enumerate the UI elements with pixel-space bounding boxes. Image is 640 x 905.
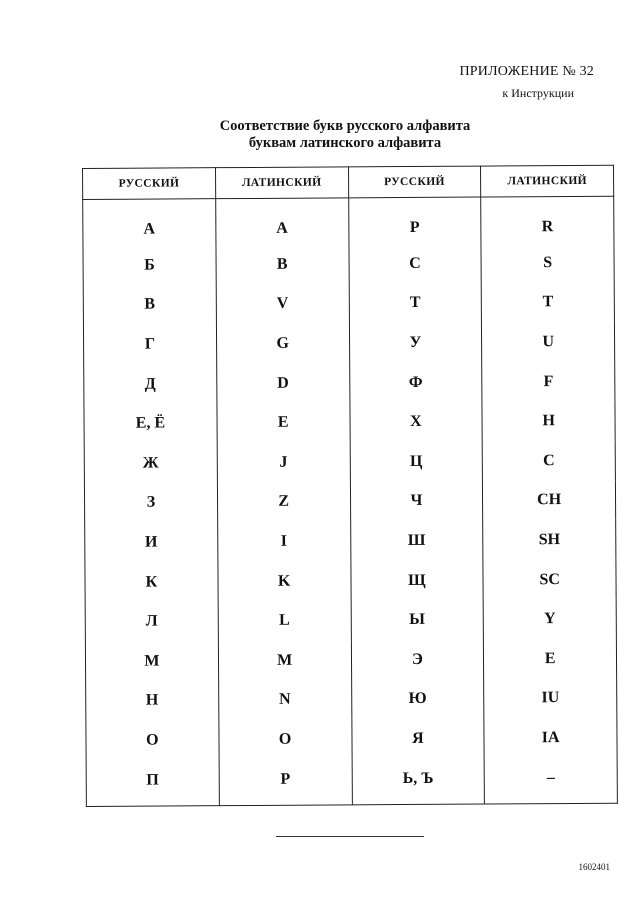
cell-russian-1: О [86, 720, 219, 760]
cell-russian-1: Ж [84, 443, 217, 483]
table-row [83, 322, 614, 365]
cell-russian-1: З [84, 483, 217, 523]
cell-russian-2: Ч [350, 481, 483, 521]
cell-latin-2: SC [483, 559, 616, 599]
cell-russian-2: Ь, Ъ [352, 758, 485, 805]
cell-russian-1: Б [83, 245, 216, 285]
cell-russian-2: Ю [351, 679, 484, 719]
cell-russian-2: Ы [351, 600, 484, 640]
cell-latin-2: SH [483, 520, 616, 560]
table-row [84, 362, 615, 405]
cell-russian-1: А [83, 199, 216, 246]
annex-label: ПРИЛОЖЕНИЕ № 32 [459, 64, 594, 79]
cell-latin-1: A [215, 198, 348, 245]
document-number: 1602401 [578, 862, 610, 872]
table-row [86, 757, 617, 806]
title-line-2: буквам латинского алфавита [248, 135, 442, 151]
table-body [83, 196, 618, 807]
cell-latin-1: L [218, 601, 351, 641]
cell-russian-2: С [348, 244, 481, 284]
cell-latin-2: S [481, 243, 614, 283]
cell-russian-2: Щ [350, 560, 483, 600]
table-row [83, 243, 614, 286]
cell-russian-1: Г [83, 324, 216, 364]
cell-russian-1: М [85, 641, 218, 681]
cell-russian-1: П [86, 760, 219, 807]
header-russian-1: РУССКИЙ [83, 168, 216, 200]
cell-latin-2: – [484, 757, 617, 804]
cell-latin-2: T [481, 282, 614, 322]
cell-russian-1: К [85, 562, 218, 602]
header-latin-1: ЛАТИНСКИЙ [215, 167, 348, 199]
table-row [85, 520, 616, 563]
cell-latin-2: Y [483, 599, 616, 639]
cell-russian-2: У [349, 323, 482, 363]
cell-latin-1: I [217, 522, 350, 562]
cell-latin-2: E [484, 639, 617, 679]
cell-latin-1: D [216, 363, 349, 403]
cell-latin-1: E [217, 403, 350, 443]
annex-sublabel: к Инструкции [502, 86, 574, 100]
cell-latin-2: F [482, 362, 615, 402]
cell-latin-2: H [482, 401, 615, 441]
table-row [85, 559, 616, 602]
cell-latin-2: IU [484, 678, 617, 718]
cell-latin-1: J [217, 442, 350, 482]
cell-latin-1: N [218, 680, 351, 720]
footer-divider [276, 836, 424, 837]
cell-russian-1: Л [85, 602, 218, 642]
table-header-row [83, 165, 614, 199]
cell-russian-1: Н [86, 681, 219, 721]
cell-russian-2: Э [351, 639, 484, 679]
cell-russian-1: Д [84, 364, 217, 404]
cell-latin-1: P [219, 759, 352, 806]
cell-russian-2: Ц [350, 442, 483, 482]
cell-russian-2: Ф [349, 362, 482, 402]
cell-latin-1: G [216, 324, 349, 364]
table-row [86, 718, 617, 761]
title-line-1: Соответствие букв русского алфавита [219, 118, 471, 134]
cell-latin-1: Z [217, 482, 350, 522]
cell-russian-2: Ш [350, 521, 483, 561]
cell-russian-1: Е, Ё [84, 404, 217, 444]
table-row [83, 282, 614, 325]
cell-russian-2: Р [348, 197, 481, 244]
cell-russian-1: И [85, 522, 218, 562]
table-row [84, 441, 615, 484]
cell-latin-2: IA [484, 718, 617, 758]
table-row [85, 599, 616, 642]
cell-latin-1: B [216, 244, 349, 284]
cell-latin-1: M [218, 640, 351, 680]
cell-latin-1: K [218, 561, 351, 601]
cell-latin-2: R [481, 196, 614, 243]
table-row [83, 196, 614, 246]
cell-russian-2: Х [349, 402, 482, 442]
header-russian-2: РУССКИЙ [348, 166, 481, 198]
table-row [85, 639, 616, 682]
alphabet-table [82, 165, 618, 808]
table-row [86, 678, 617, 721]
cell-latin-1: O [219, 719, 352, 759]
cell-latin-2: CH [483, 480, 616, 520]
header-latin-2: ЛАТИНСКИЙ [481, 165, 614, 197]
cell-latin-2: C [482, 441, 615, 481]
cell-russian-1: В [83, 285, 216, 325]
cell-russian-2: Я [351, 719, 484, 759]
table-row [84, 480, 615, 523]
cell-latin-2: U [482, 322, 615, 362]
cell-latin-1: V [216, 284, 349, 324]
document-title [0, 118, 640, 152]
cell-russian-2: Т [349, 283, 482, 323]
table-row [84, 401, 615, 444]
